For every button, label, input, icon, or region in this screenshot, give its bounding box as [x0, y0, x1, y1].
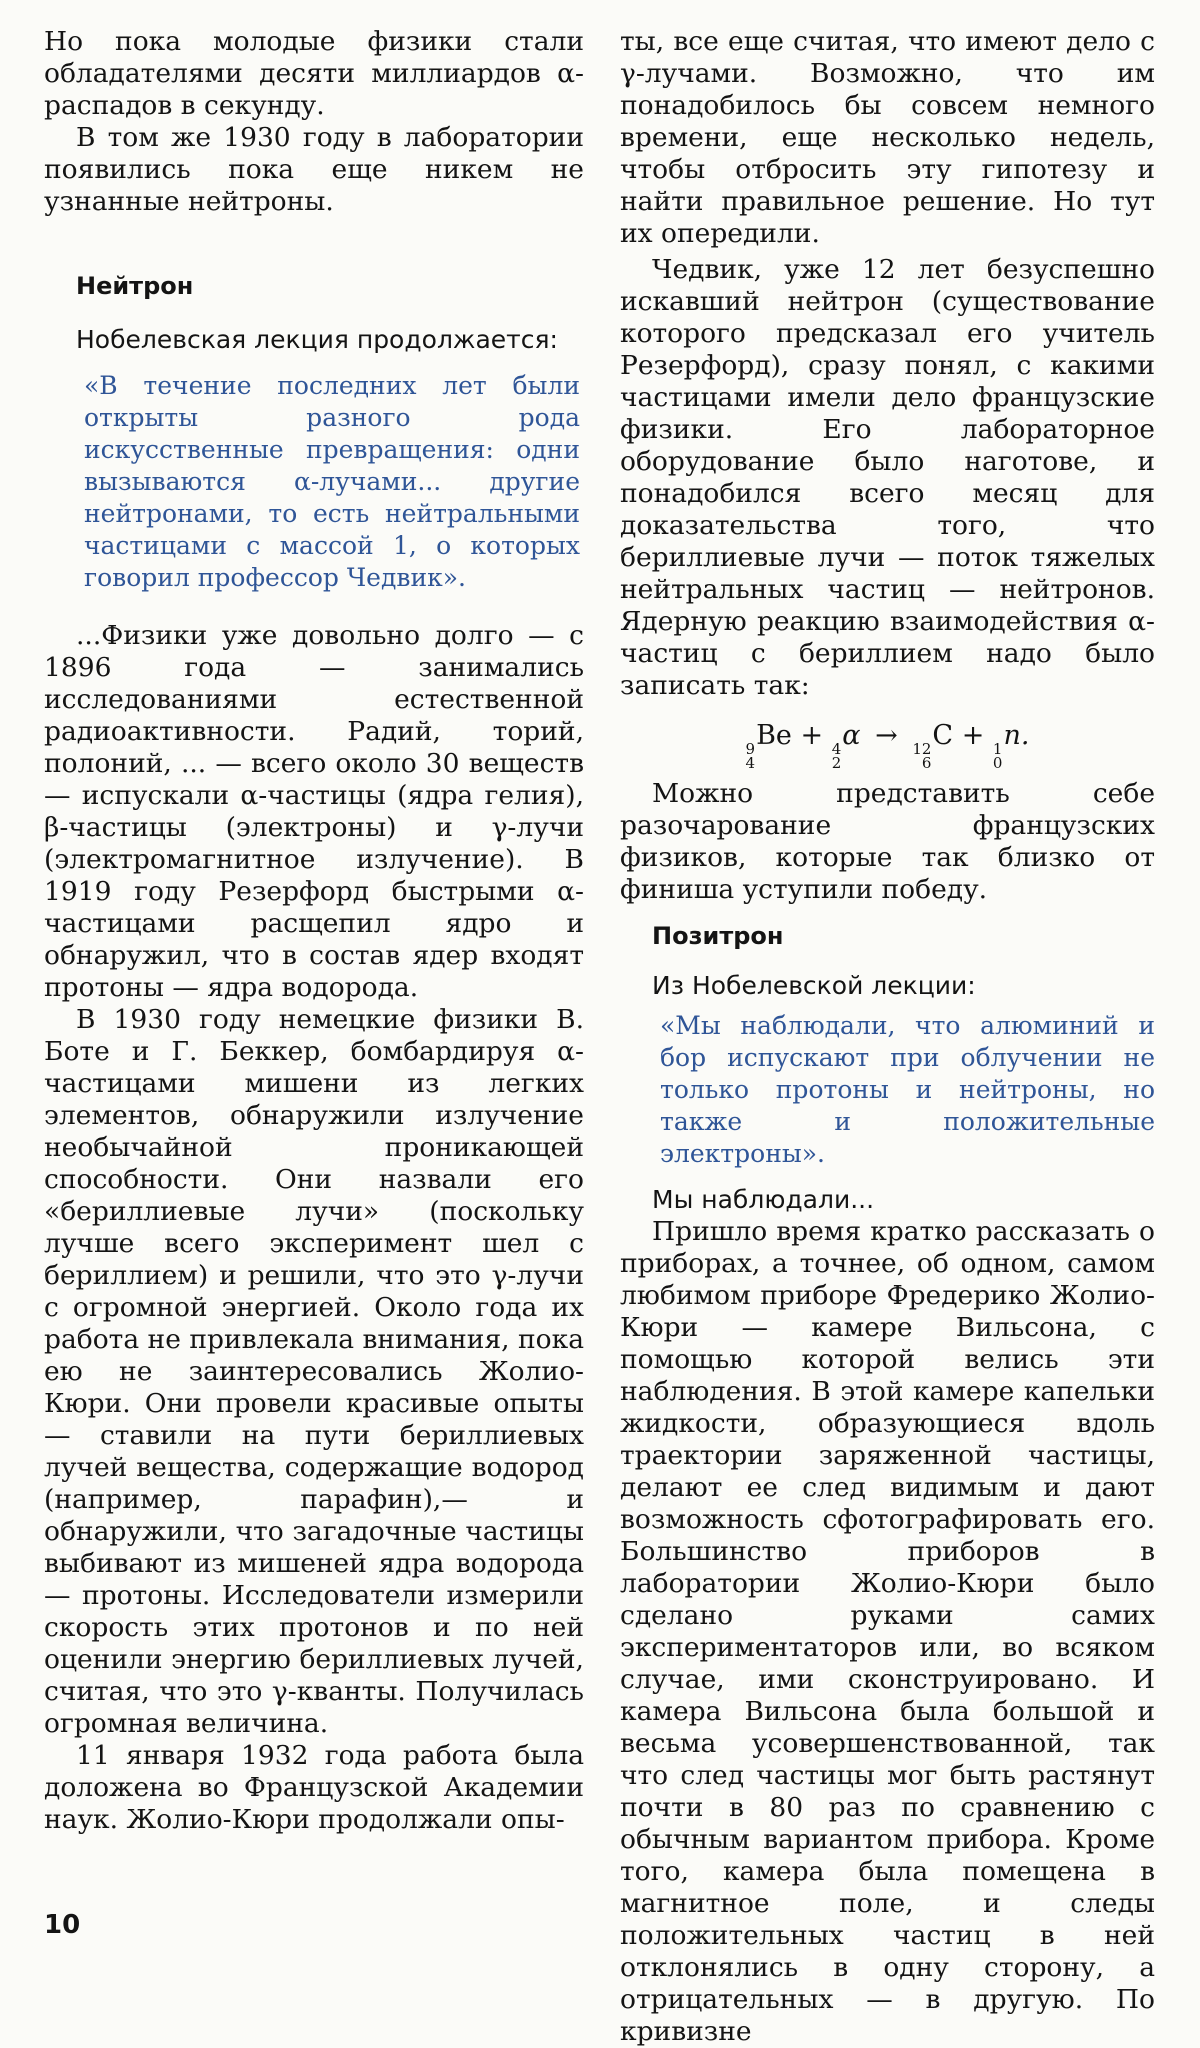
paragraph: Чедвик, уже 12 лет безуспешно искавший нейтрон (существование которого предсказал его учитель Резерфорд), сразу понял, с какими частицами имели дело французские физики. Его лабораторное оборудование было наготове, и понадобился всего месяц для доказательства того, что бериллиевые лучи — поток тяжелых нейтральных частиц — нейтронов. Ядерную реакцию взаимодействия α-частиц с бериллием надо было записать так: — [620, 254, 1155, 701]
arrow-sign: → — [875, 720, 898, 751]
nuclide-indices: 9 4 — [745, 740, 756, 772]
nobel-quote: «Мы наблюдали, что алюминий и бор испускают при облучении не только протоны и нейтроны, но также и положительные электроны». — [660, 1011, 1155, 1168]
paragraph: Можно представить себе разочарование французских физиков, которые так близко от финиша уступили победу. — [620, 778, 1155, 905]
paragraph: В 1930 году немецкие физики В. Боте и Г. Беккер, бомбардируя α-частицами мишени из легких элементов, обнаружили излучение необычайной проникающей способности. Они назвали его «бериллиевые лучи» (поскольку лучше всего эксперимент шел с бериллием) и решили, что это γ-лучи с огромной энергией. Около года их работа не привлекала внимания, пока ею не заинтересовались Жолио-Кюри. Они провели красивые опыты — ставили на пути бериллиевых лучей вещества, содержащие водород (например, парафин),— и обнаружили, что загадочные частицы выбивают из мишеней ядра водорода — протоны. Исследователи измерили скорость этих протонов и по ней оценили энергию бериллиевых лучей, считая, что это γ-кванты. Получилась огромная величина. — [44, 1004, 584, 1739]
left-column — [44, 26, 584, 1836]
plus-sign: + — [961, 720, 985, 751]
section-heading-neutron: Нейтрон — [76, 272, 194, 300]
paragraph: В том же 1930 году в лаборатории появились пока еще никем не узнанные нейтроны. — [44, 122, 584, 217]
lecture-intro: Нобелевская лекция продолжается: — [76, 325, 558, 354]
nuclide-indices: 4 2 — [831, 740, 842, 772]
neutron-symbol: n. — [1003, 720, 1030, 751]
right-column — [620, 26, 1155, 2048]
nuclide-indices: 1 0 — [992, 740, 1003, 772]
paragraph: Но пока молодые физики стали обладателями десяти миллиардов α-распадов в секунду. — [44, 26, 584, 121]
nuclide-indices: 12 6 — [912, 740, 932, 772]
plus-sign: + — [800, 720, 824, 751]
beryllium-symbol: Be — [756, 720, 792, 751]
alpha-symbol: α — [842, 720, 861, 751]
paragraph: 11 января 1932 года работа была доложена во Французской Академии наук. Жолио-Кюри продолжали опы- — [44, 1740, 584, 1835]
section-heading-positron: Позитрон — [652, 922, 784, 950]
page-number: 10 — [44, 1910, 81, 1940]
lecture-intro: Из Нобелевской лекции: — [652, 971, 976, 1000]
nobel-quote: «В течение последних лет были открыты разного рода искусственные превращения: одни вызываются α-лучами... другие нейтронами, то есть нейтральными частицами с массой 1, о которых говорил профессор Чедвик». — [84, 371, 580, 592]
paragraph: Мы наблюдали... — [652, 1185, 875, 1214]
carbon-symbol: C — [932, 720, 954, 751]
paragraph: ты, все еще считая, что имеют дело с γ-лучами. Возможно, что им понадобилось бы совсем немного времени, еще несколько недель, чтобы отбросить эту гипотезу и найти правильное решение. Но тут их опередили. — [620, 26, 1155, 249]
paragraph: ...Физики уже довольно долго — с 1896 года — занимались исследованиями естественной радиоактивности. Радий, торий, полоний, ... — всего около 30 веществ — испускали α-частицы (ядра гелия), β-частицы (электроны) и γ-лучи (электромагнитное излучение). В 1919 году Резерфорд быстрыми α-частицами расщепил ядро и обнаружил, что в состав ядер входят протоны — ядра водорода. — [44, 620, 584, 1003]
nuclear-reaction-formula — [620, 716, 1155, 770]
paragraph: Пришло время кратко рассказать о приборах, а точнее, об одном, самом любимом приборе Фредерико Жолио-Кюри — камере Вильсона, с помощью которой велись эти наблюдения. В этой камере капельки жидкости, образующиеся вдоль траектории заряженной частицы, делают ее след видимым и дают возможность сфотографировать его. Большинство приборов в лаборатории Жолио-Кюри было сделано руками самих экспериментаторов или, во всяком случае, ими сконструировано. И камера Вильсона была большой и весьма усовершенствованной, так что след частицы мог быть растянут почти в 80 раз по сравнению с обычным вариантом прибора. Кроме того, камера была помещена в магнитное поле, и следы положительных частиц в ней отклонялись в одну сторону, а отрицательных — в другую. По кривизне — [620, 1216, 1155, 2047]
